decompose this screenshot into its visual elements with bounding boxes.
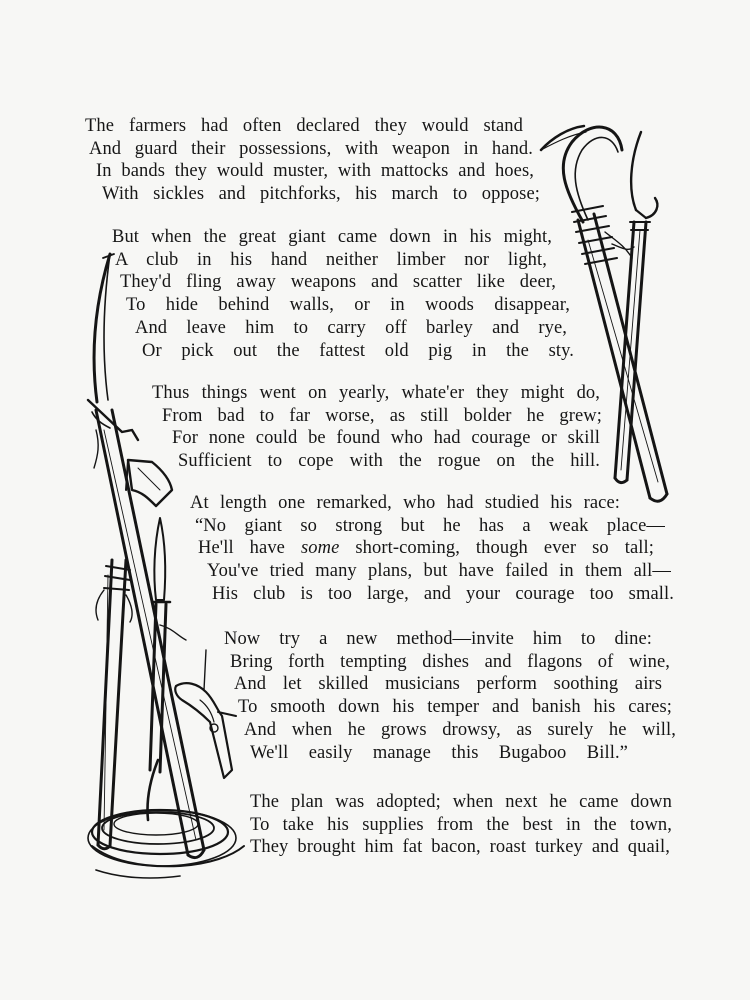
poem-line: “No giant so strong but he has a weak place— xyxy=(195,515,665,536)
emphasized-word: some xyxy=(300,538,340,559)
poem-line: Sufficient to cope with the rogue on the hill. xyxy=(178,451,600,472)
stanza xyxy=(0,226,574,362)
poem-line: We'll easily manage this Bugaboo Bill.” xyxy=(250,742,628,763)
poem-line: And leave him to carry off barley and rye, xyxy=(135,317,567,338)
poem-line: Now try a new method—invite him to dine: xyxy=(224,629,652,649)
poem-line: And when he grows drowsy, as surely he will, xyxy=(244,719,676,740)
poem-line: To smooth down his temper and banish his cares; xyxy=(238,697,672,718)
stanza xyxy=(0,628,676,764)
stanza xyxy=(0,115,540,206)
poem-line: At length one remarked, who had studied his race: xyxy=(190,493,620,513)
stanza xyxy=(0,382,602,473)
poem-line: They'd fling away weapons and scatter like deer, xyxy=(120,272,556,293)
poem-line: Bring forth tempting dishes and flagons of wine, xyxy=(230,651,670,672)
poem-line xyxy=(198,537,654,560)
stanza xyxy=(0,791,672,859)
poem-line: And let skilled musicians perform soothing airs xyxy=(234,674,662,695)
poem-line-part: short-coming, though ever so tall; xyxy=(339,538,654,559)
poem-line: From bad to far worse, as still bolder he grew; xyxy=(162,405,602,426)
poem-line: Thus things went on yearly, whate'er they might do, xyxy=(152,383,600,403)
poem-line: They brought him fat bacon, roast turkey and quail, xyxy=(250,837,670,858)
poem-line: To take his supplies from the best in the town, xyxy=(250,814,672,835)
poem-line: In bands they would muster, with mattocks and hoes, xyxy=(96,161,534,182)
poem-line: And guard their possessions, with weapon in hand. xyxy=(89,138,533,159)
poem-line: A club in his hand neither limber nor light, xyxy=(115,249,547,270)
poem-line: The farmers had often declared they would stand xyxy=(85,116,523,136)
poem-line: To hide behind walls, or in woods disappear, xyxy=(126,295,570,316)
poem-line: For none could be found who had courage or skill xyxy=(172,428,600,449)
stanza xyxy=(0,492,674,606)
poem-line: But when the great giant came down in his might, xyxy=(112,227,552,247)
poem-line-part: He'll have xyxy=(198,538,301,559)
poem-line: With sickles and pitchforks, his march to oppose; xyxy=(102,184,540,205)
poem-line: The plan was adopted; when next he came down xyxy=(250,792,672,812)
poem-line: His club is too large, and your courage too small. xyxy=(212,583,674,604)
poem-line: You've tried many plans, but have failed in them all— xyxy=(207,561,671,582)
poem-line: Or pick out the fattest old pig in the sty. xyxy=(142,340,574,361)
